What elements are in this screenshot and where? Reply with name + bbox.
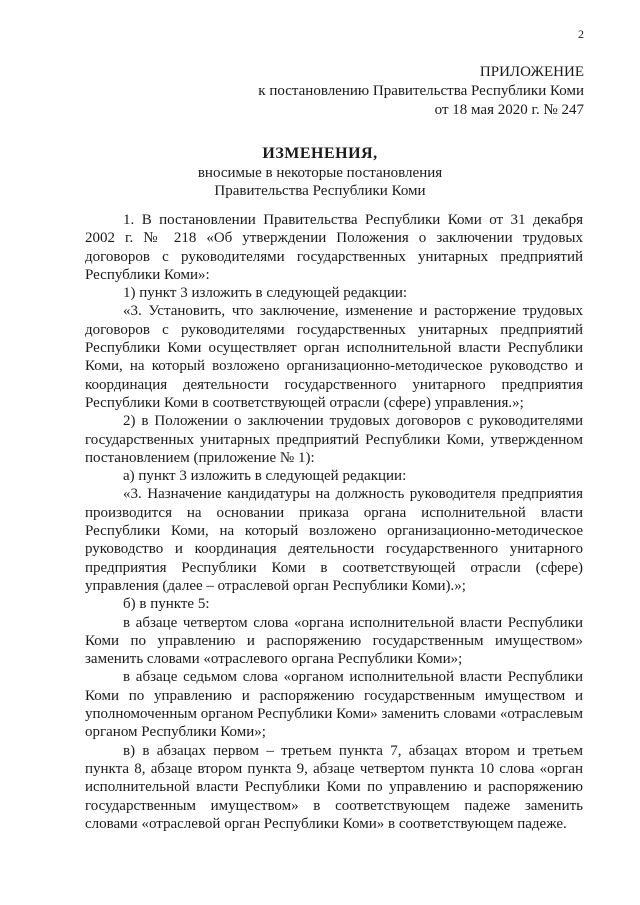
paragraph: 2) в Положении о заключении трудовых договоров с руководителями государственных унитарных предприятий Республики Коми, утвержденном постановлением (приложение № 1):: [85, 413, 583, 466]
page-number: 2: [578, 27, 584, 41]
document-subtitle-1: вносимые в некоторые постановления: [197, 164, 443, 181]
paragraph: «3. Назначение кандидатуры на должность руководителя предприятия производится на основании приказа органа исполнительной власти Республики Коми, на который возложено организационно-методическое руководство и координация деятельности государственного унитарного предприятия Республики Коми в соответствующей отрасли (сфере) управления (далее – отраслевой орган Республики Коми).»;: [85, 486, 583, 594]
document-title: ИЗМЕНЕНИЯ,: [262, 145, 378, 162]
appendix-block: [258, 63, 584, 120]
document-subtitle-2: Правительства Республики Коми: [214, 183, 426, 199]
paragraph: в абзаце четвертом слова «органа исполнительной власти Республики Коми по управлению и распоряжению государственным имуществом» заменить словами «отраслевого органа Республики Коми»;: [85, 614, 583, 668]
paragraph: в) в абзацах первом – третьем пункта 7, абзацах втором и третьем пункта 8, абзаце втором пункта 9, абзаце четвертом пункта 10 слова «орган исполнительной власти Республики Коми по управлению и распоряжению государственным имуществом» в соответствующем падеже заменить словами «отраслевой орган Республики Коми» в соответствующем падеже.: [85, 742, 583, 832]
paragraph: в абзаце седьмом слова «органом исполнительной власти Республики Коми по управлению и распоряжению государственным имуществом и уполномоченным органом Республики Коми» заменить словами «отраслевым органом Республики Коми»;: [85, 669, 583, 741]
paragraph: «3. Установить, что заключение, изменение и расторжение трудовых договоров с руководителями государственных унитарных предприятий Республики Коми осуществляет орган исполнительной власти Республики Коми, на который возложено организационно-методическое руководство и координация деятельности государственного унитарного предприятия Республики Коми в соответствующей отрасли (сфере) управления.»;: [85, 303, 583, 411]
paragraph: б) в пункте 5:: [123, 596, 210, 613]
paragraph: а) пункт 3 изложить в следующей редакции:: [123, 468, 407, 485]
appendix-line-2: от 18 мая 2020 г. № 247: [434, 102, 584, 118]
appendix-line-1: к постановлению Правительства Республики Коми: [258, 83, 584, 99]
document-body: [85, 211, 583, 833]
paragraph: 1. В постановлении Правительства Республики Коми от 31 декабря 2002 г. № 218 «Об утверждении Положения о заключении трудовых договоров с руководителями государственных унитарных предприятий Республики Коми»:: [85, 212, 583, 283]
appendix-label: ПРИЛОЖЕНИЕ: [479, 64, 584, 80]
paragraph: 1) пункт 3 изложить в следующей редакции:: [123, 285, 408, 302]
document-heading: [0, 145, 640, 201]
